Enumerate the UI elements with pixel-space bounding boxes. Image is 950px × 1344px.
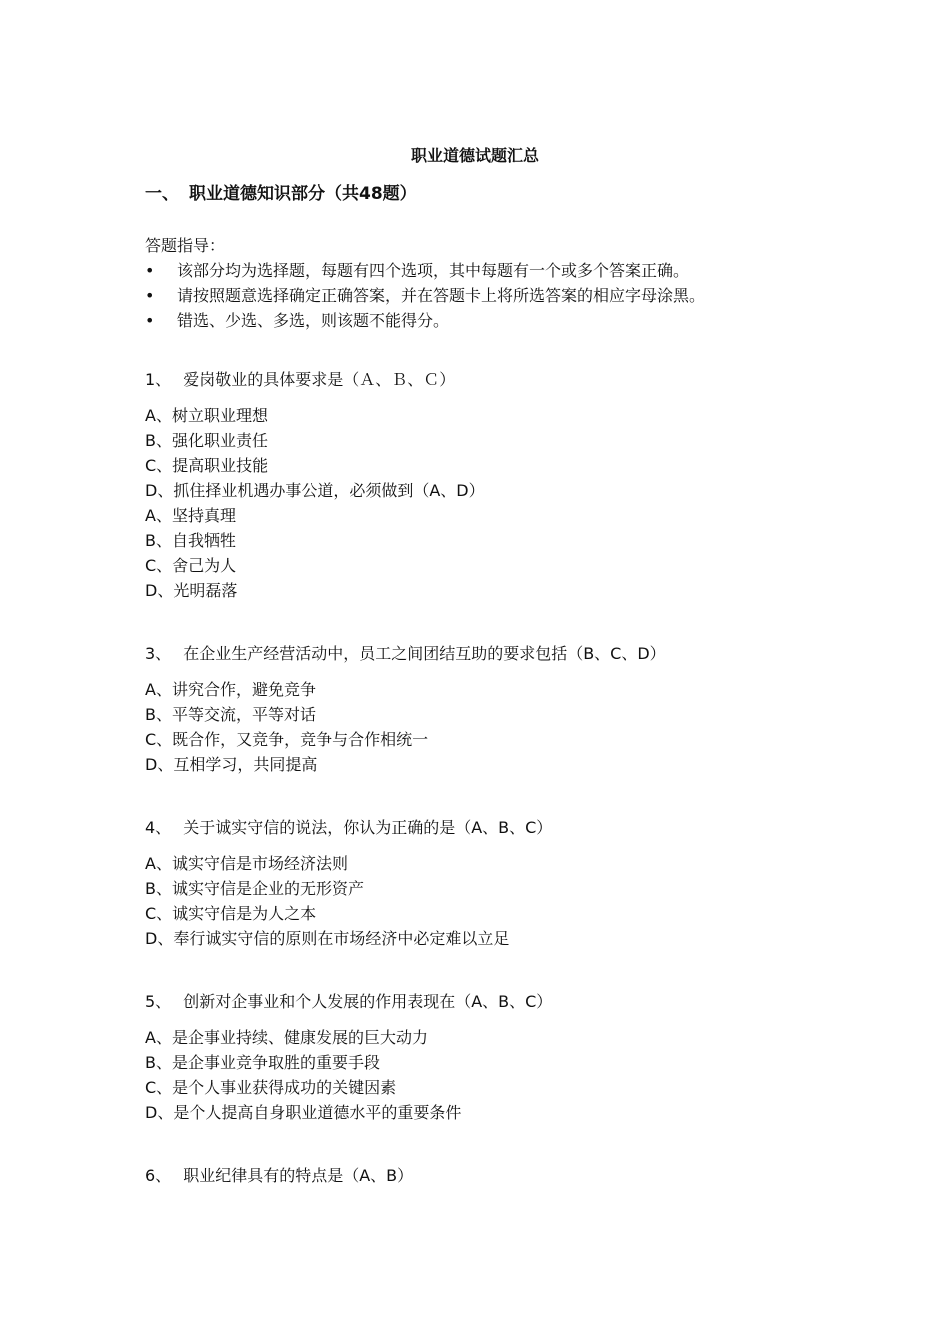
- option-item: C、舍己为人: [145, 556, 237, 575]
- option-list: [145, 851, 865, 951]
- option-item: C、诚实守信是为人之本: [145, 904, 317, 923]
- question-number: 1、: [145, 370, 172, 389]
- instruction-item: • 该部分均为选择题，每题有四个选项，其中每题有一个或多个答案正确。: [145, 258, 865, 283]
- question-stem: [145, 368, 865, 392]
- option-item: A、坚持真理: [145, 506, 236, 525]
- option-item: A、讲究合作，避免竞争: [145, 680, 316, 699]
- option-item: C、既合作，又竞争，竞争与合作相统一: [145, 730, 429, 749]
- option-list: [145, 677, 865, 777]
- question-text: 爱岗敬业的具体要求是（Ａ、Ｂ、Ｃ）: [183, 370, 456, 389]
- option-item: D、抓住择业机遇办事公道，必须做到（A、D）: [145, 481, 485, 500]
- question-number: 5、: [145, 992, 172, 1011]
- option-item: C、是个人事业获得成功的关键因素: [145, 1078, 397, 1097]
- bullet-icon: •: [145, 311, 155, 330]
- bullet-icon: •: [145, 261, 155, 280]
- option-item: B、是企事业竞争取胜的重要手段: [145, 1053, 380, 1072]
- option-item: B、强化职业责任: [145, 431, 268, 450]
- question-text: 职业纪律具有的特点是（A、B）: [183, 1166, 414, 1185]
- option-item: D、互相学习，共同提高: [145, 755, 318, 774]
- section-title: 职业道德知识部分（共48题）: [189, 184, 417, 204]
- question-number: 4、: [145, 818, 172, 837]
- option-item: B、诚实守信是企业的无形资产: [145, 879, 364, 898]
- option-item: A、是企事业持续、健康发展的巨大动力: [145, 1028, 428, 1047]
- answer-instructions: [145, 233, 865, 333]
- option-item: B、平等交流，平等对话: [145, 705, 316, 724]
- option-item: B、自我牺牲: [145, 531, 236, 550]
- option-item: D、奉行诚实守信的原则在市场经济中必定难以立足: [145, 929, 510, 948]
- question-5: [145, 990, 865, 1125]
- section-heading: [145, 183, 417, 205]
- document-title: 职业道德试题汇总: [410, 146, 539, 165]
- question-number: 6、: [145, 1166, 172, 1185]
- option-item: A、树立职业理想: [145, 406, 268, 425]
- question-stem: [145, 642, 865, 666]
- bullet-icon: •: [145, 286, 155, 305]
- instructions-list: [145, 258, 865, 333]
- question-stem: [145, 990, 865, 1014]
- question-1: [145, 368, 865, 603]
- section-number: 一、: [145, 184, 179, 204]
- option-list: [145, 1025, 865, 1125]
- option-item: C、提高职业技能: [145, 456, 269, 475]
- question-4: [145, 816, 865, 951]
- question-stem: [145, 816, 865, 840]
- option-item: D、光明磊落: [145, 581, 238, 600]
- question-text: 创新对企事业和个人发展的作用表现在（A、B、C）: [183, 992, 553, 1011]
- option-list: [145, 403, 865, 603]
- option-item: D、是个人提高自身职业道德水平的重要条件: [145, 1103, 462, 1122]
- instruction-item: • 错选、少选、多选，则该题不能得分。: [145, 308, 865, 333]
- instructions-heading: 答题指导：: [145, 236, 226, 255]
- question-text: 在企业生产经营活动中，员工之间团结互助的要求包括（B、C、D）: [183, 644, 666, 663]
- question-list: [145, 368, 865, 1227]
- option-item: A、诚实守信是市场经济法则: [145, 854, 348, 873]
- instruction-item: • 请按照题意选择确定正确答案，并在答题卡上将所选答案的相应字母涂黑。: [145, 283, 865, 308]
- question-text: 关于诚实守信的说法，你认为正确的是（A、B、C）: [183, 818, 553, 837]
- question-number: 3、: [145, 644, 172, 663]
- question-6: [145, 1164, 865, 1188]
- question-stem: [145, 1164, 865, 1188]
- question-3: [145, 642, 865, 777]
